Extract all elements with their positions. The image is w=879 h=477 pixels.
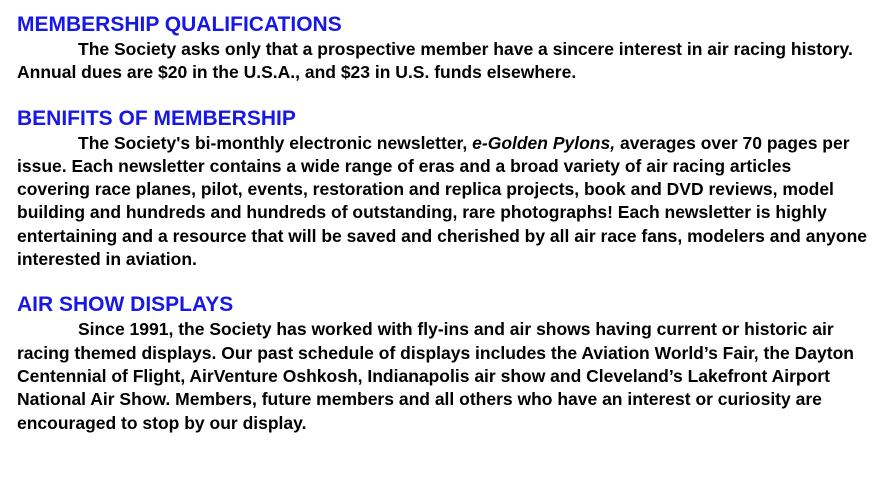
section-heading: AIR SHOW DISPLAYS	[17, 293, 234, 317]
section-body: Since 1991, the Society has worked with fly-ins and air shows having current or historic air racing themed displays. Our past schedule of displays includes the Aviation World’s Fair, the Dayton Centennial of Flight, AirVenture Oshkosh, Indianapolis air show and Cleveland’s Lakefront Airport National Air Show. Members, future members and all others who have an interest or curiosity are encouraged to stop by our display.	[17, 319, 854, 433]
section-membership-qualifications	[17, 12, 867, 85]
newsletter-title: e-Golden Pylons,	[472, 132, 616, 153]
section-heading: BENIFITS OF MEMBERSHIP	[17, 106, 296, 130]
body-text-after: averages over 70 pages per issue. Each newsletter contains a wide range of eras and a broad variety of air racing articles covering race planes, pilot, events, restoration and replica projects, book and DVD reviews, model building and hundreds and hundreds of outstanding, rare photographs! Each newsletter is highly entertaining and a resource that will be saved and cherished by all air race fans, modelers and anyone interested in aviation.	[17, 132, 868, 270]
section-heading: MEMBERSHIP QUALIFICATIONS	[17, 13, 342, 36]
body-text-before: The Society's bi-monthly electronic newsletter,	[78, 132, 473, 153]
section-body	[17, 132, 867, 272]
section-benefits-of-membership	[17, 106, 867, 272]
section-body: The Society asks only that a prospective member have a sincere interest in air racing history. Annual dues are $20 in the U.S.A., and $23 in U.S. funds elsewhere.	[17, 39, 853, 83]
page-content	[17, 12, 867, 456]
section-air-show-displays	[17, 292, 867, 434]
